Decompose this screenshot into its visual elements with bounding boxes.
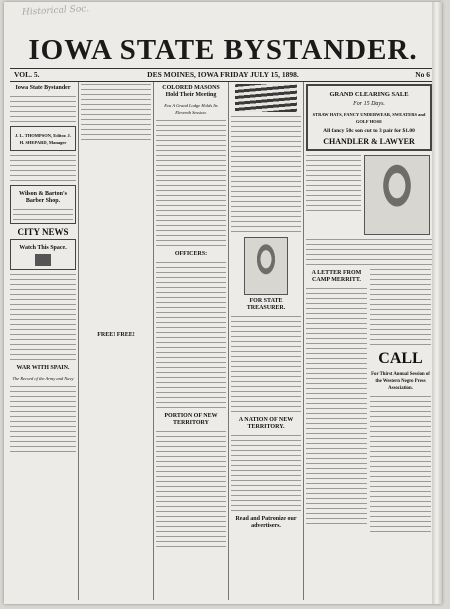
masthead-title: IOWA STATE BYSTANDER.	[28, 34, 418, 66]
issue-number: No 6	[415, 70, 430, 79]
newspaper-page	[4, 2, 442, 604]
watch-space-box: Watch This Space.	[10, 239, 76, 270]
man-portrait	[364, 155, 430, 235]
column-4	[231, 82, 301, 600]
col1-text-block	[10, 153, 76, 183]
col5-text-block	[306, 237, 432, 267]
column-rule	[78, 82, 79, 600]
col6-text-block	[370, 394, 431, 534]
city-news-heading: CITY NEWS	[17, 227, 69, 237]
ad-image	[35, 254, 51, 266]
store-name: CHANDLER & LAWYER	[323, 137, 415, 146]
advertisers-notice: Read and Patronize our advertisers.	[235, 516, 297, 529]
col1-text-block	[10, 272, 76, 362]
column-1	[10, 82, 76, 600]
column-5	[306, 82, 432, 600]
column-rule	[303, 82, 304, 600]
col3-text-block	[156, 260, 226, 410]
column-rule	[153, 82, 154, 600]
col1-header: Iowa State Bystander	[15, 85, 71, 91]
col1-text-block	[10, 384, 76, 454]
col5-text-block	[306, 153, 361, 213]
clearing-sale-ad: GRAND CLEARING SALE For 15 Days. STRAW HATS, FANCY UNDERWEAR, SWEATERS and GOLF HOSE All fancy 50c son cut to 3 pair for $1.00 CHANDLER & LAWYER	[306, 84, 432, 151]
candidate-portrait	[244, 237, 288, 295]
flag-illustration	[235, 84, 297, 112]
col4-text-block	[231, 314, 301, 414]
war-heading: WAR WITH SPAIN.	[16, 365, 70, 371]
column-3	[156, 82, 226, 600]
barber-ad: Wilson & Barton's Barber Shop.	[10, 185, 76, 224]
col6-text-block	[370, 267, 431, 347]
candidate-heading: A NATION OF NEW TERRITORY.	[238, 417, 294, 430]
call-heading: CALL	[378, 350, 423, 367]
col4-text-block	[231, 114, 301, 234]
free-heading: FREE! FREE!	[97, 332, 135, 338]
handwritten-note: Historical Soc.	[21, 4, 90, 18]
state-treasurer-heading: FOR STATE TREASURER.	[246, 298, 286, 311]
officers-heading: OFFICERS:	[174, 251, 208, 257]
call-subheading: For Thirst Annual Session of the Western Negro Press Association.	[371, 372, 430, 391]
volume-label: VOL. 5.	[14, 70, 40, 79]
col3-text-block	[156, 429, 226, 549]
camp-merritt-heading: A LETTER FROM CAMP MERRITT.	[311, 270, 362, 283]
page-fold-edge	[432, 2, 442, 604]
col4-text-block	[231, 433, 301, 513]
new-territory-heading: PORTION OF NEW TERRITORY	[164, 413, 218, 426]
col1-text-block	[10, 94, 76, 124]
dateline-bar	[10, 68, 436, 82]
war-subheading: The Record of the Army and Navy	[12, 376, 74, 381]
issue-date: DES MOINES, IOWA FRIDAY JULY 15, 1898.	[147, 70, 299, 79]
column-rule	[228, 82, 229, 600]
col5-text-block	[306, 286, 367, 526]
col1-editor-ad: J. L. THOMPSON, Editor. J. H. SHEPARD, Manager	[10, 126, 76, 151]
col3-text-block	[156, 118, 226, 248]
lodge-subheading: Eva A Grand Lodge Holds Its Eleventh Session.	[164, 103, 218, 115]
masons-heading: COLORED MASONS Hold Their Meeting	[162, 85, 220, 98]
col2-text-block	[81, 82, 151, 142]
column-2	[81, 82, 151, 600]
article-columns	[10, 82, 436, 600]
